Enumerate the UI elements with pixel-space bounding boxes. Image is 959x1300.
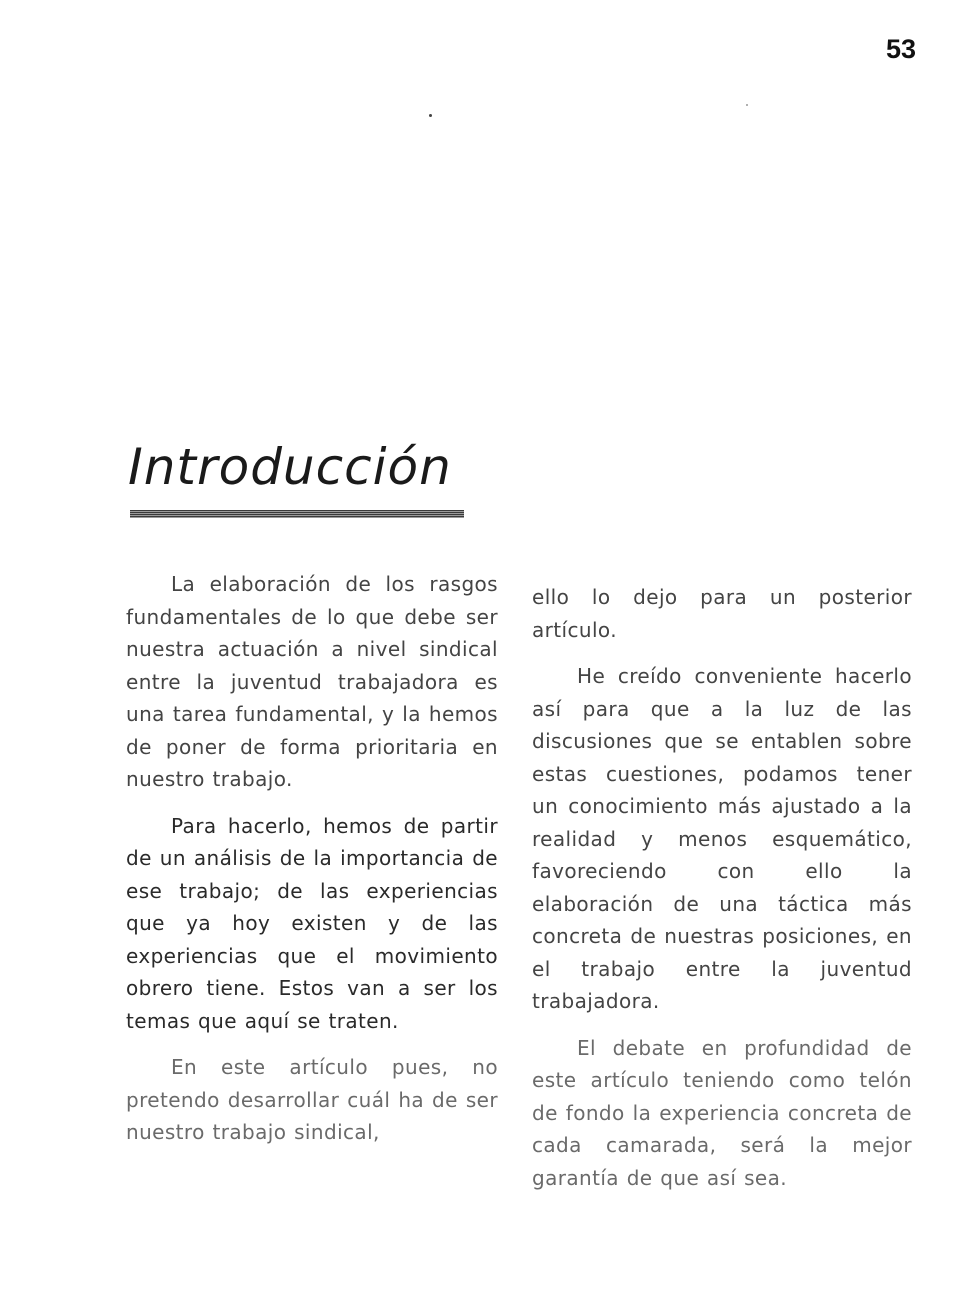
scan-speck: [746, 104, 748, 106]
paragraph: ello lo dejo para un posterior artículo.: [532, 585, 912, 642]
paragraph: En este artículo pues, no pretendo desarrollar cuál ha de ser nuestro trabajo sindical,: [126, 1055, 498, 1144]
scan-speck: [429, 114, 432, 117]
paragraph: El debate en profundidad de este artículo teniendo como telón de fondo la experiencia concreta de cada camarada, será la mejor garantía de que así sea.: [532, 1035, 912, 1190]
article-title: Introducción: [128, 438, 452, 496]
paragraph: La elaboración de los rasgos fundamentales de lo que debe ser nuestra actuación a nivel sindical entre la juventud trabajadora es una tarea fundamental, y la hemos de poner de forma prioritaria en nuestro trabajo.: [126, 572, 498, 791]
paragraph: Para hacerlo, hemos de partir de un análisis de la importancia de ese trabajo; de las experiencias que ya hoy existen y de las experiencias que el movimiento obrero tiene. Estos van a ser los temas que aquí se traten.: [126, 813, 498, 1033]
title-underline: [130, 510, 464, 518]
left-column: [126, 568, 498, 1163]
paragraph: He creído conveniente hacerlo así para que a la luz de las discusiones que se entablen sobre estas cuestiones, podamos tener un conocimiento más ajustado a la realidad y menos esquemático, favoreciendo con ello la elaboración de una táctica más concreta de nuestras posiciones, en el trabajo entre la juventud trabajadora.: [532, 664, 912, 1013]
page-number: 53: [886, 34, 917, 64]
right-column: [532, 581, 912, 1208]
